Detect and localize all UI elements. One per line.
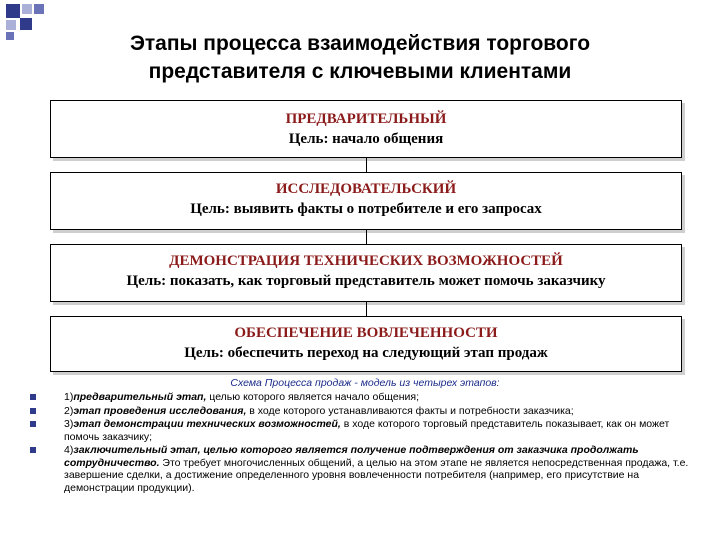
stage-name: ДЕМОНСТРАЦИЯ ТЕХНИЧЕСКИХ ВОЗМОЖНОСТЕЙ [169, 253, 563, 269]
bullet-icon [30, 408, 36, 414]
stage-box-2 [50, 172, 682, 230]
bullet-icon [30, 447, 36, 453]
stage-name: ПРЕДВАРИТЕЛЬНЫЙ [285, 111, 447, 127]
stage-goal: Цель: выявить факты о потребителе и его запросах [190, 201, 542, 217]
connector [366, 302, 367, 316]
stage-box-4 [50, 316, 682, 372]
bullet-icon [30, 394, 36, 400]
diagram-caption: Схема Процесса продаж - модель из четырех этапов: [230, 377, 500, 389]
list-item: 3)этап демонстрации технических возможностей, в ходе которого торговый представитель показывает, как он может помочь заказчику; [30, 418, 690, 443]
connector [366, 158, 367, 172]
list-item: 2)этап проведения исследования, в ходе которого устанавливаются факты и потребности заказчика; [30, 405, 690, 418]
stage-goal: Цель: показать, как торговый представитель может помочь заказчику [126, 273, 606, 289]
stage-box-3 [50, 244, 682, 302]
stage-box-1 [50, 100, 682, 158]
connector [366, 230, 367, 244]
stage-goal: Цель: начало общения [288, 131, 444, 147]
bullet-icon [30, 421, 36, 427]
stage-name: ИССЛЕДОВАТЕЛЬСКИЙ [275, 181, 457, 197]
list-item: 1)предварительный этап, целью которого является начало общения; [30, 391, 690, 404]
stage-name: ОБЕСПЕЧЕНИЕ ВОВЛЕЧЕННОСТИ [234, 325, 498, 341]
page-title: Этапы процесса взаимодействия торгового представителя с ключевыми клиентами [129, 32, 591, 83]
stage-goal: Цель: обеспечить переход на следующий этап продаж [184, 345, 548, 361]
list-item: 4)заключительный этап, целью которого является получение подтверждения от заказчика продолжать сотрудничество. Это требует многочисленных общений, а целью на этом этапе не является непосредственная продажа, т.е. завершение сделки, а достижение определенного уровня вовлеченности потребителя (например, его присутствие на демонстрации продукции). [30, 444, 690, 494]
notes-list [30, 391, 690, 494]
